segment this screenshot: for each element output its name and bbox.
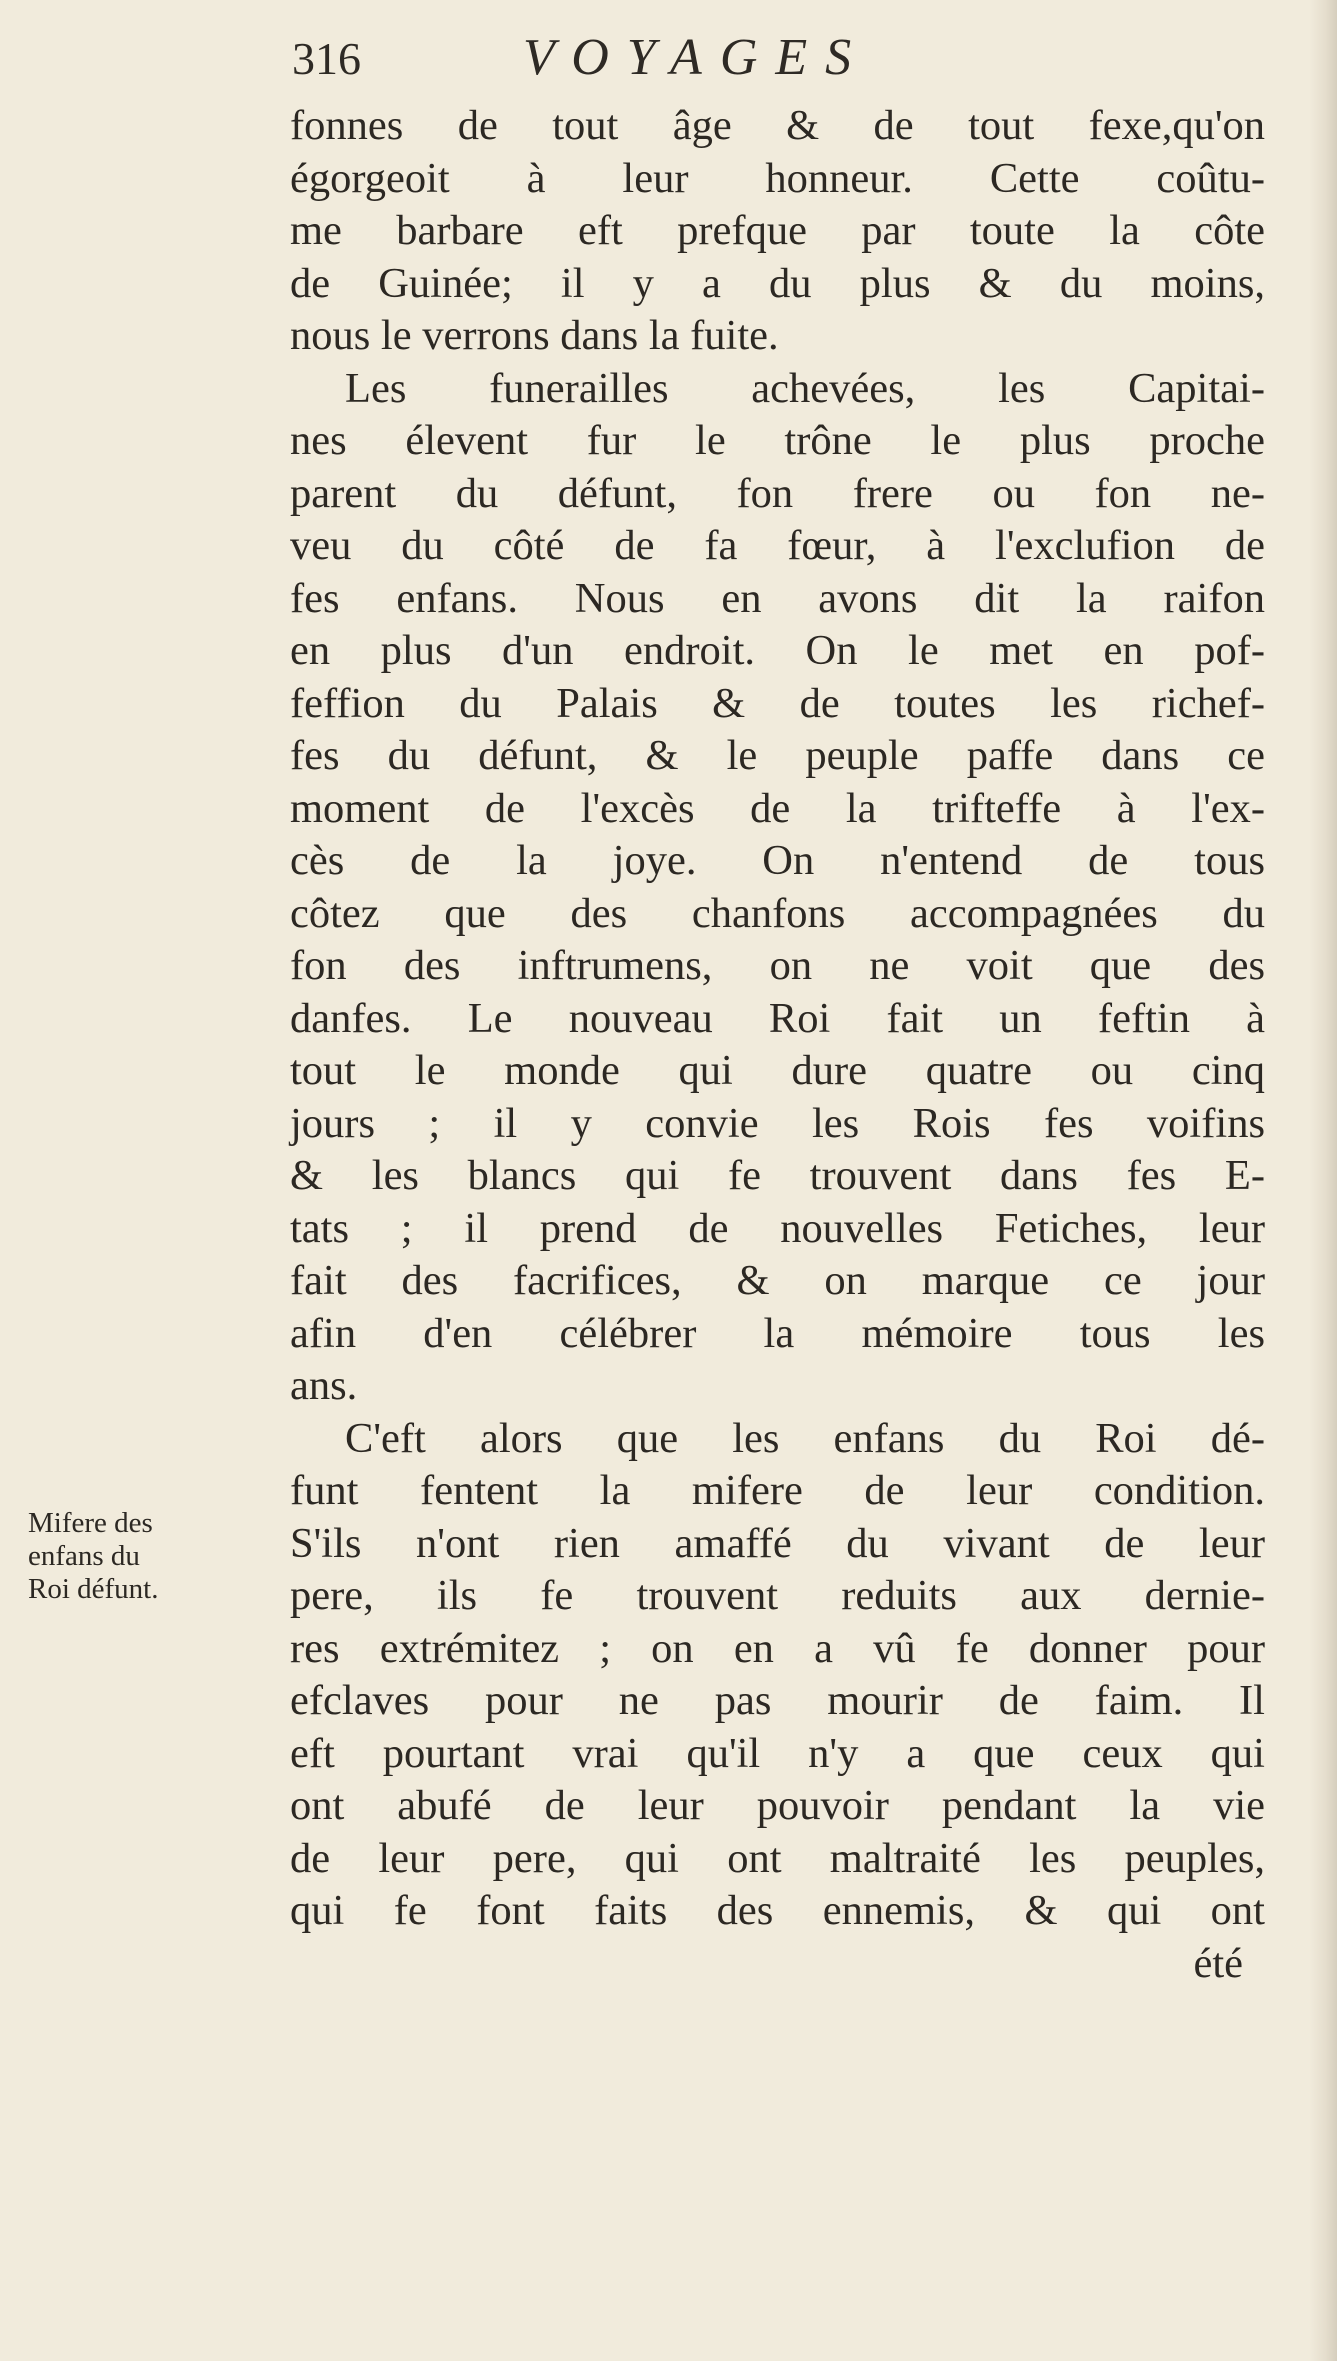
text-line: en plus d'un endroit. On le met en pof- <box>290 627 1265 674</box>
text-line: funt fentent la mifere de leur condition. <box>290 1467 1265 1514</box>
paragraph-start-line: Les funerailles achevées, les Capitai- <box>345 364 1265 412</box>
page-number: 316 <box>292 33 361 84</box>
text-line: nous le verrons dans la fuite. <box>290 312 779 359</box>
page-edge-shadow <box>1309 0 1337 2361</box>
text-line: & les blancs qui fe trouvent dans fes E- <box>290 1152 1265 1199</box>
text-line: eft pourtant vrai qu'il n'y a que ceux qui <box>290 1729 1265 1777</box>
text-line: cès de la joye. On n'entend de tous <box>290 837 1265 884</box>
marginal-note-line: enfans du <box>28 1540 140 1572</box>
marginal-note <box>28 1507 278 1606</box>
text-line: feffion du Palais & de toutes les richef- <box>290 679 1265 727</box>
text-line: pere, ils fe trouvent reduits aux dernie- <box>290 1572 1265 1619</box>
text-line: ont abufé de leur pouvoir pendant la vie <box>290 1782 1265 1829</box>
text-line: tats ; il prend de nouvelles Fetiches, leur <box>290 1204 1265 1252</box>
text-line: ans. <box>290 1362 358 1409</box>
text-line: qui fe font faits des ennemis, & qui ont <box>290 1887 1265 1934</box>
text-line: égorgeoit à leur honneur. Cette coûtu- <box>290 154 1265 202</box>
text-line: jours ; il y convie les Rois fes voifins <box>290 1099 1265 1147</box>
running-title: VOYAGES <box>523 29 870 86</box>
text-line: nes élevent fur le trône le plus proche <box>290 417 1265 464</box>
text-line: parent du défunt, fon frere ou fon ne- <box>290 469 1265 517</box>
text-line: fonnes de tout âge & de tout fexe,qu'on <box>290 102 1265 149</box>
text-line: côtez que des chanfons accompagnées du <box>290 889 1265 937</box>
text-line: efclaves pour ne pas mourir de faim. Il <box>290 1677 1265 1724</box>
text-line: me barbare eft prefque par toute la côte <box>290 207 1265 254</box>
text-line: veu du côté de fa fœur, à l'exclufion de <box>290 522 1265 569</box>
text-line: de Guinée; il y a du plus & du moins, <box>290 259 1265 307</box>
catchword: été <box>1193 1939 1243 1987</box>
text-line: fait des facrifices, & on marque ce jour <box>290 1257 1265 1304</box>
text-line: S'ils n'ont rien amaffé du vivant de leur <box>290 1519 1265 1567</box>
text-line: afin d'en célébrer la mémoire tous les <box>290 1309 1265 1357</box>
text-line: fes du défunt, & le peuple paffe dans ce <box>290 732 1265 779</box>
text-line: moment de l'excès de la trifteffe à l'ex- <box>290 784 1265 832</box>
body-text <box>290 100 1265 1990</box>
marginal-note-line: Roi défunt. <box>28 1573 159 1605</box>
page-header <box>292 28 869 98</box>
text-line: de leur pere, qui ont maltraité les peuples, <box>290 1834 1265 1882</box>
text-line: res extrémitez ; on en a vû fe donner pour <box>290 1624 1265 1672</box>
marginal-note-line: Mifere des <box>28 1507 153 1539</box>
text-line: fes enfans. Nous en avons dit la raifon <box>290 574 1265 622</box>
text-line: danfes. Le nouveau Roi fait un feftin à <box>290 994 1265 1042</box>
text-line: tout le monde qui dure quatre ou cinq <box>290 1047 1265 1094</box>
text-line: fon des inftrumens, on ne voit que des <box>290 942 1265 989</box>
paragraph-start-line: C'eft alors que les enfans du Roi dé- <box>345 1414 1265 1462</box>
